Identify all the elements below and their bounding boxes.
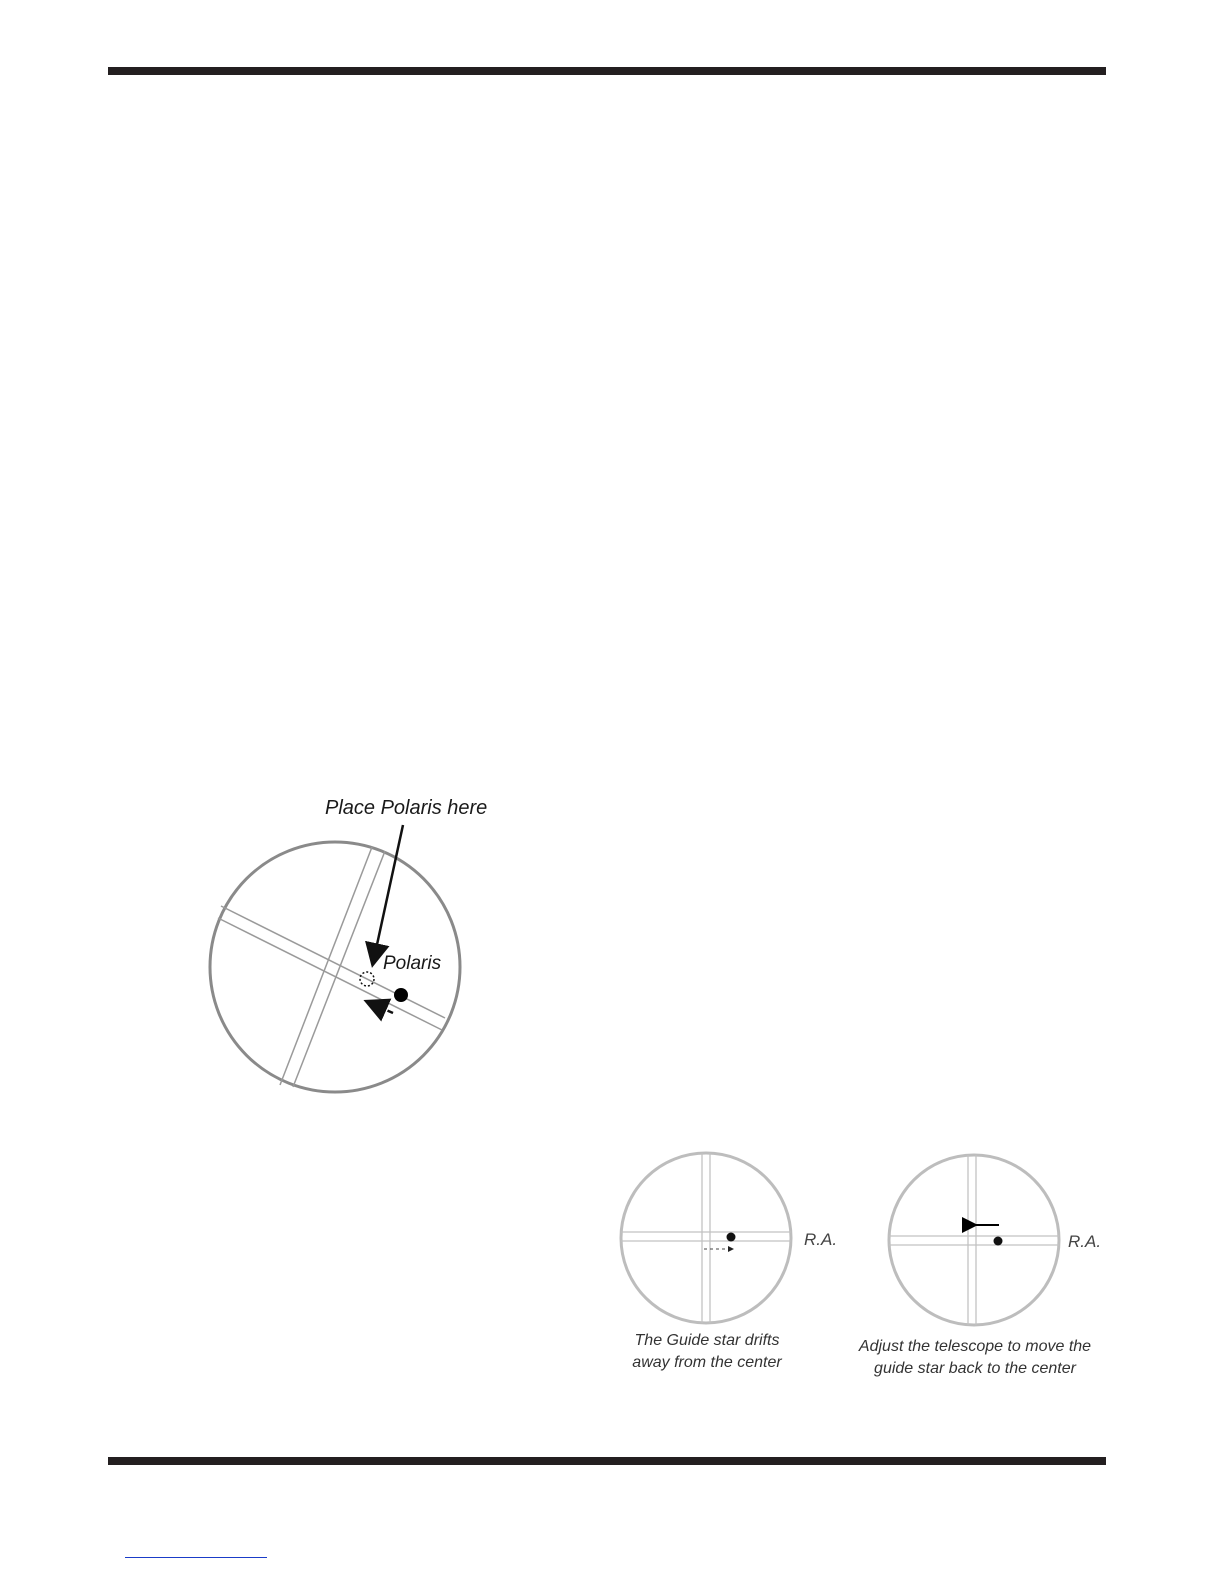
drift-reticle-right bbox=[886, 1152, 1116, 1292]
reticle-illustration bbox=[205, 795, 495, 1095]
header-rule bbox=[108, 67, 1106, 75]
ra-label-right: R.A. bbox=[1068, 1232, 1102, 1251]
pointer-arrow bbox=[373, 825, 403, 963]
crosshair-line-b1 bbox=[280, 847, 372, 1085]
drift-reticle-left bbox=[618, 1148, 848, 1288]
polaris-label: Polaris bbox=[383, 953, 442, 974]
reticle-circle-left bbox=[621, 1153, 791, 1323]
guide-star-left bbox=[727, 1233, 736, 1242]
polar-scope-figure bbox=[205, 795, 495, 1095]
guide-drift-figure-left bbox=[618, 1148, 848, 1288]
caption-right: Adjust the telescope to move the guide star back to the center bbox=[858, 1338, 1092, 1377]
polaris-star bbox=[394, 988, 408, 1002]
caption-left: The Guide star drifts away from the center bbox=[632, 1332, 782, 1371]
place-polaris-label: Place Polaris here bbox=[325, 797, 488, 819]
ra-label-left: R.A. bbox=[804, 1230, 838, 1249]
reticle-circle-right bbox=[889, 1155, 1059, 1325]
footer-link-underline[interactable] bbox=[125, 1557, 267, 1558]
footer-rule bbox=[108, 1457, 1106, 1465]
crosshair-line-b2 bbox=[293, 851, 385, 1087]
guide-drift-figure-right bbox=[886, 1152, 1116, 1292]
guide-star-right bbox=[994, 1237, 1003, 1246]
